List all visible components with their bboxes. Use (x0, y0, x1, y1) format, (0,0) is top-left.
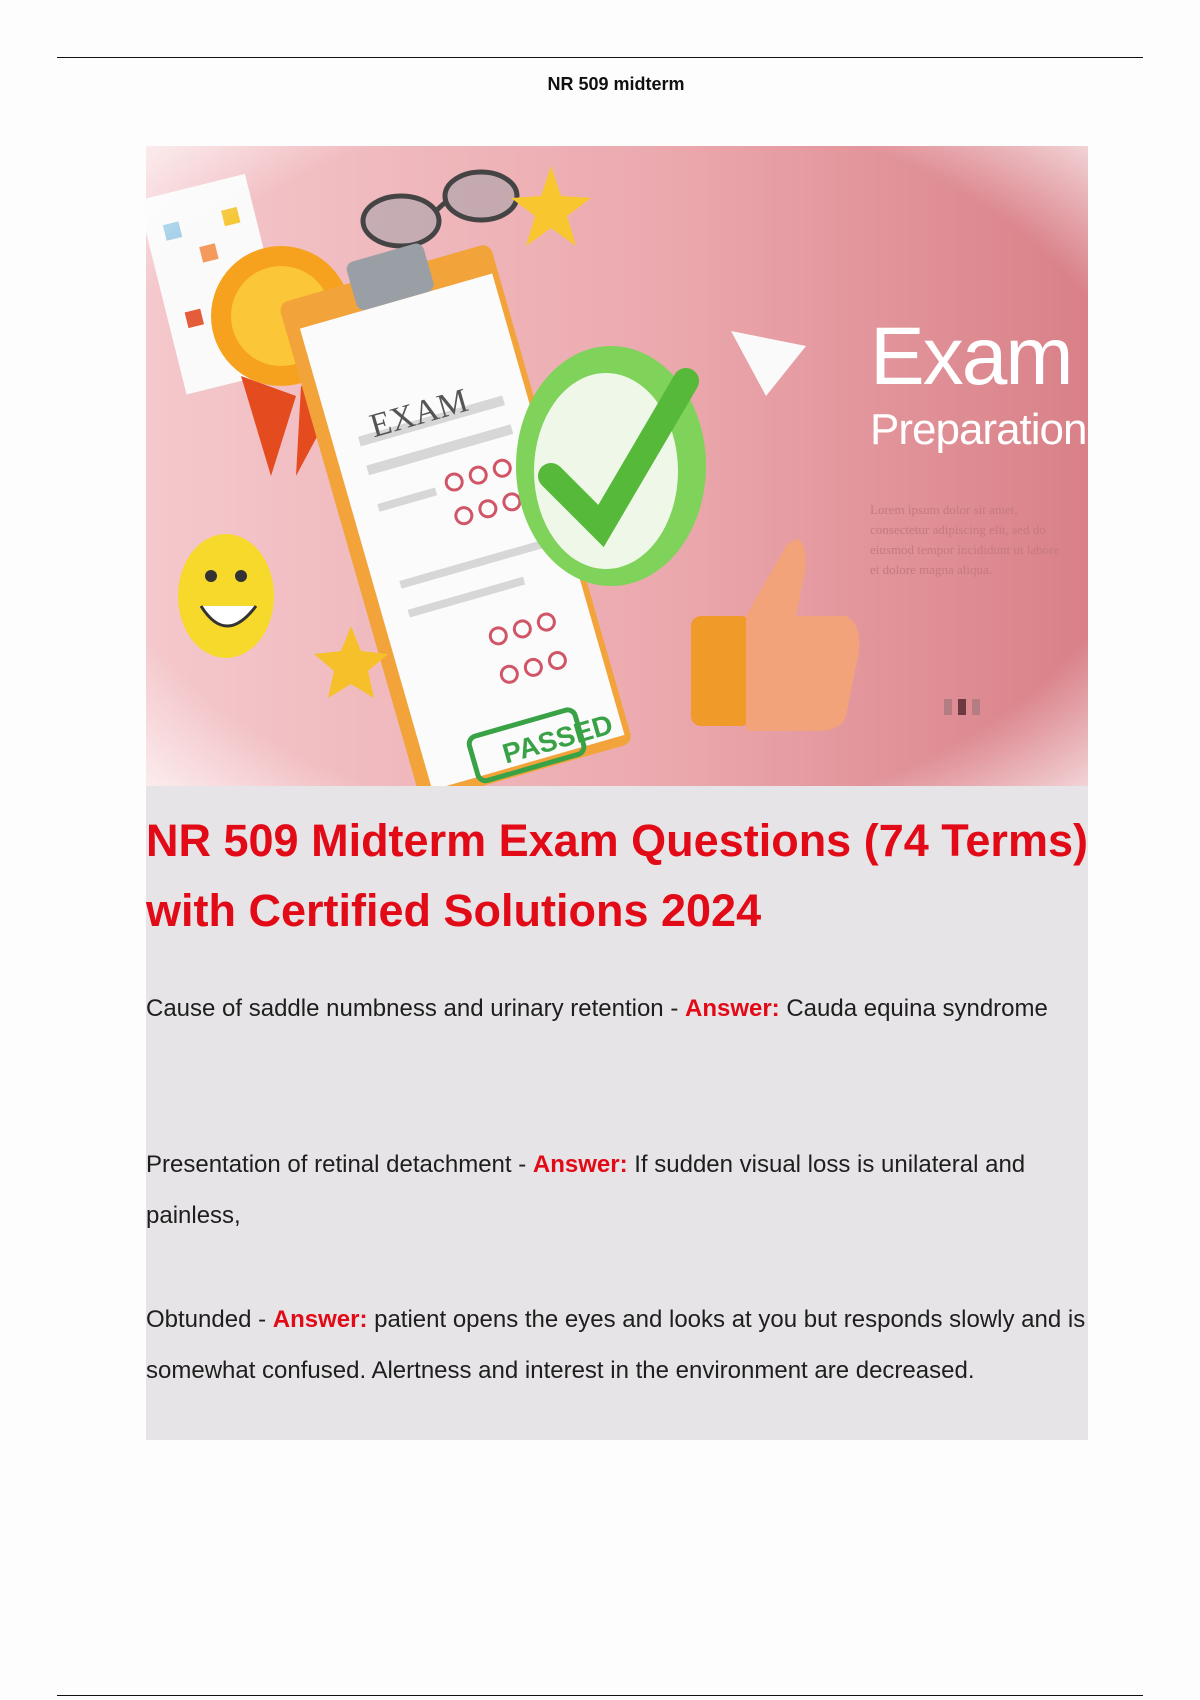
qa-answer: patient opens the eyes and looks at you but responds slowly and is somewhat confused. Alertness and interest in the environment are decreased. (146, 1306, 1086, 1384)
qa-term: Presentation of retinal detachment - (146, 1151, 533, 1178)
page-header-title: NR 509 midterm (547, 74, 685, 94)
carousel-dot[interactable] (972, 699, 980, 715)
content-panel (146, 146, 1088, 1440)
qa-term: Obtunded - (146, 1306, 273, 1333)
carousel-dots[interactable] (944, 699, 980, 715)
hero-title: Exam (870, 311, 1072, 402)
hero-subtitle: Preparation (870, 405, 1087, 454)
hero-banner (146, 146, 1088, 786)
header-rule (57, 57, 1143, 58)
qa-item (146, 983, 1091, 1034)
qa-item (146, 1139, 1091, 1241)
qa-answer: Cauda equina syndrome (779, 995, 1048, 1022)
carousel-dot-active[interactable] (958, 699, 966, 715)
answer-label: Answer: (532, 1151, 628, 1178)
qa-term: Cause of saddle numbness and urinary retention - (146, 995, 685, 1022)
footer-rule (57, 1695, 1143, 1696)
qa-answer: If sudden visual loss is unilateral and painless, (146, 1151, 1026, 1229)
hero-lorem: Lorem ipsum dolor sit amet, consectetur adipiscing elit, sed do eiusmod tempor incididunt ut labore et dolore magna aliqua. (870, 502, 1060, 577)
carousel-dot[interactable] (944, 699, 952, 715)
answer-label: Answer: (684, 995, 780, 1022)
qa-item (146, 1294, 1091, 1396)
answer-label: Answer: (272, 1306, 368, 1333)
document-title: NR 509 Midterm Exam Questions (74 Terms) with Certified Solutions 2024 (146, 815, 1088, 936)
hero-text-block (870, 311, 1087, 580)
